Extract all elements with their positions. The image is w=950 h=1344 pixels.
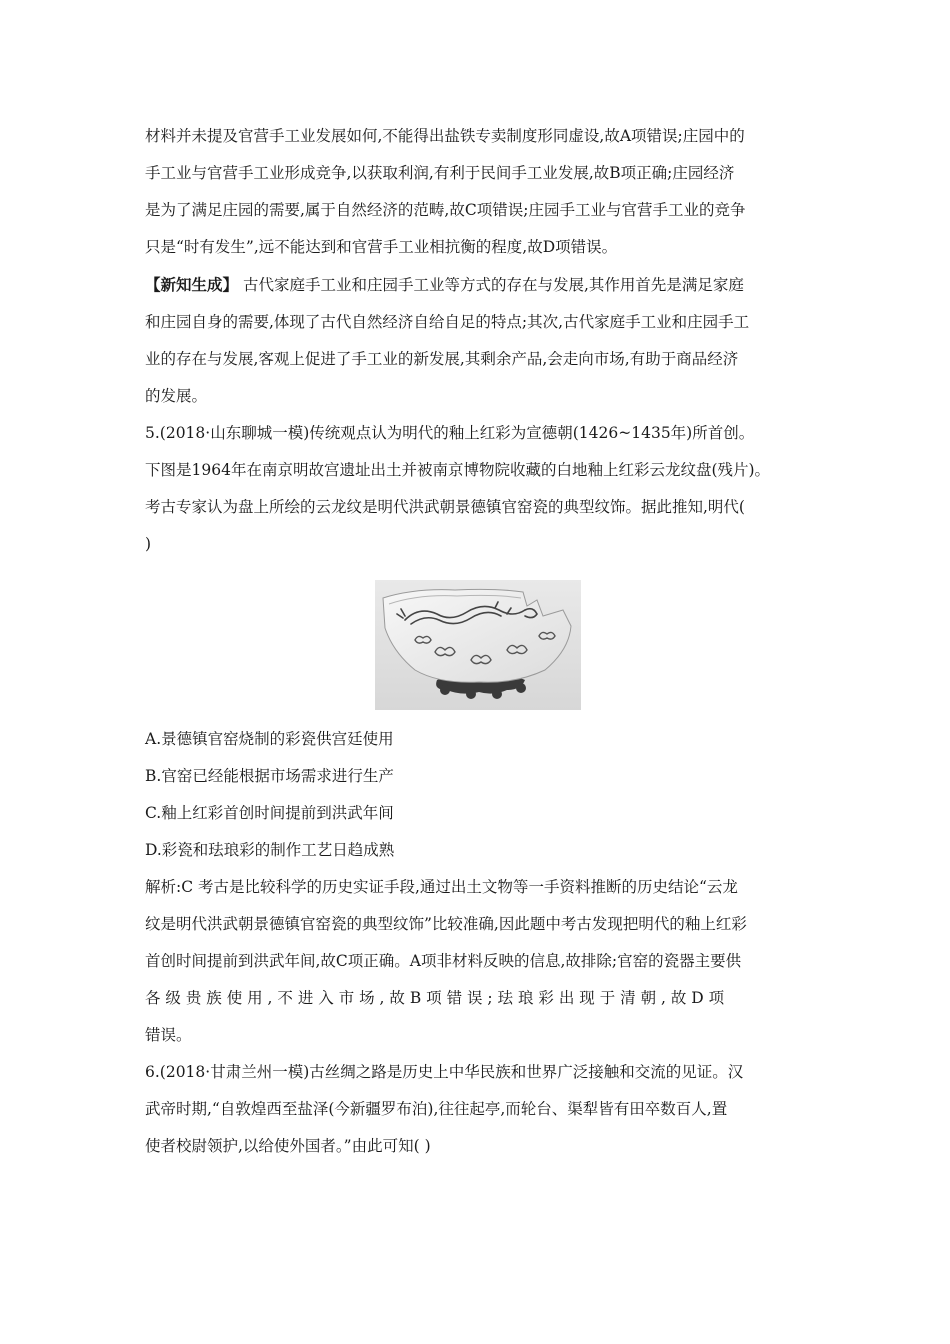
analysis-line: 各 级 贵 族 使 用 , 不 进 入 市 场 , 故 B 项 错 误 ; 珐 琅 彩 出 现 于 清 朝 , 故 D 项 [145, 989, 725, 1007]
option-a: A.景德镇官窑烧制的彩瓷供宫廷使用 [145, 730, 394, 748]
porcelain-shard-image [375, 580, 581, 710]
text-line: 和庄园自身的需要,体现了古代自然经济自给自足的特点;其次,古代家庭手工业和庄园手工 [145, 313, 750, 331]
analysis-continued-paragraph [145, 118, 810, 266]
text-line: 是为了满足庄园的需要,属于自然经济的范畴,故C项错误;庄园手工业与官营手工业的竞争 [145, 201, 746, 219]
question-stem-line: 使者校尉领护,以给使外国者。”由此可知( ) [145, 1137, 431, 1155]
question-5 [145, 415, 810, 1054]
question-stem-line: 6.(2018·甘肃兰州一模)古丝绸之路是历史上中华民族和世界广泛接触和交流的见证。汉 [145, 1063, 744, 1081]
answer-options [145, 721, 810, 869]
question-stem-line: 考古专家认为盘上所绘的云龙纹是明代洪武朝景德镇官窑瓷的典型纹饰。据此推知,明代( [145, 498, 745, 516]
question-stem-line: 武帝时期,“自敦煌西至盐泽(今新疆罗布泊),往往起亭,而轮台、渠犁皆有田卒数百人,置 [145, 1100, 728, 1118]
option-c: C.釉上红彩首创时间提前到洪武年间 [145, 804, 394, 822]
analysis-line: 解析:C 考古是比较科学的历史实证手段,通过出土文物等一手资料推断的历史结论“云龙 [145, 878, 738, 896]
question-6 [145, 1054, 810, 1165]
analysis-paragraph [145, 869, 810, 1054]
new-knowledge-tag: 【新知生成】 [145, 275, 239, 294]
new-knowledge-paragraph [145, 266, 810, 415]
question-stem-line: ) [145, 535, 152, 553]
porcelain-plate-figure [145, 569, 810, 721]
option-b: B.官窑已经能根据市场需求进行生产 [145, 767, 394, 785]
text-line: 材料并未提及官营手工业发展如何,不能得出盐铁专卖制度形同虚设,故A项错误;庄园中的 [145, 127, 745, 145]
text-line: 手工业与官营手工业形成竞争,以获取利润,有利于民间手工业发展,故B项正确;庄园经济 [145, 164, 735, 182]
option-d: D.彩瓷和珐琅彩的制作工艺日趋成熟 [145, 841, 395, 859]
analysis-line: 错误。 [145, 1026, 192, 1044]
text-line: 只是“时有发生”,远不能达到和官营手工业相抗衡的程度,故D项错误。 [145, 238, 618, 256]
text-line [145, 266, 810, 304]
question-stem-line: 下图是1964年在南京明故宫遗址出土并被南京博物院收藏的白地釉上红彩云龙纹盘(残片)。 [145, 461, 771, 479]
question-stem-line: 5.(2018·山东聊城一模)传统观点认为明代的釉上红彩为宣德朝(1426~1435年)所首创。 [145, 424, 755, 442]
text-line: 的发展。 [145, 387, 208, 405]
text-line: 业的存在与发展,客观上促进了手工业的新发展,其剩余产品,会走向市场,有助于商品经济 [145, 350, 739, 368]
text-segment: 古代家庭手工业和庄园手工业等方式的存在与发展,其作用首先是满足家庭 [238, 276, 744, 294]
analysis-line: 首创时间提前到洪武年间,故C项正确。A项非材料反映的信息,故排除;官窑的瓷器主要供 [145, 952, 742, 970]
analysis-line: 纹是明代洪武朝景德镇官窑瓷的典型纹饰”比较准确,因此题中考古发现把明代的釉上红彩 [145, 915, 747, 933]
document-page [145, 118, 810, 1165]
